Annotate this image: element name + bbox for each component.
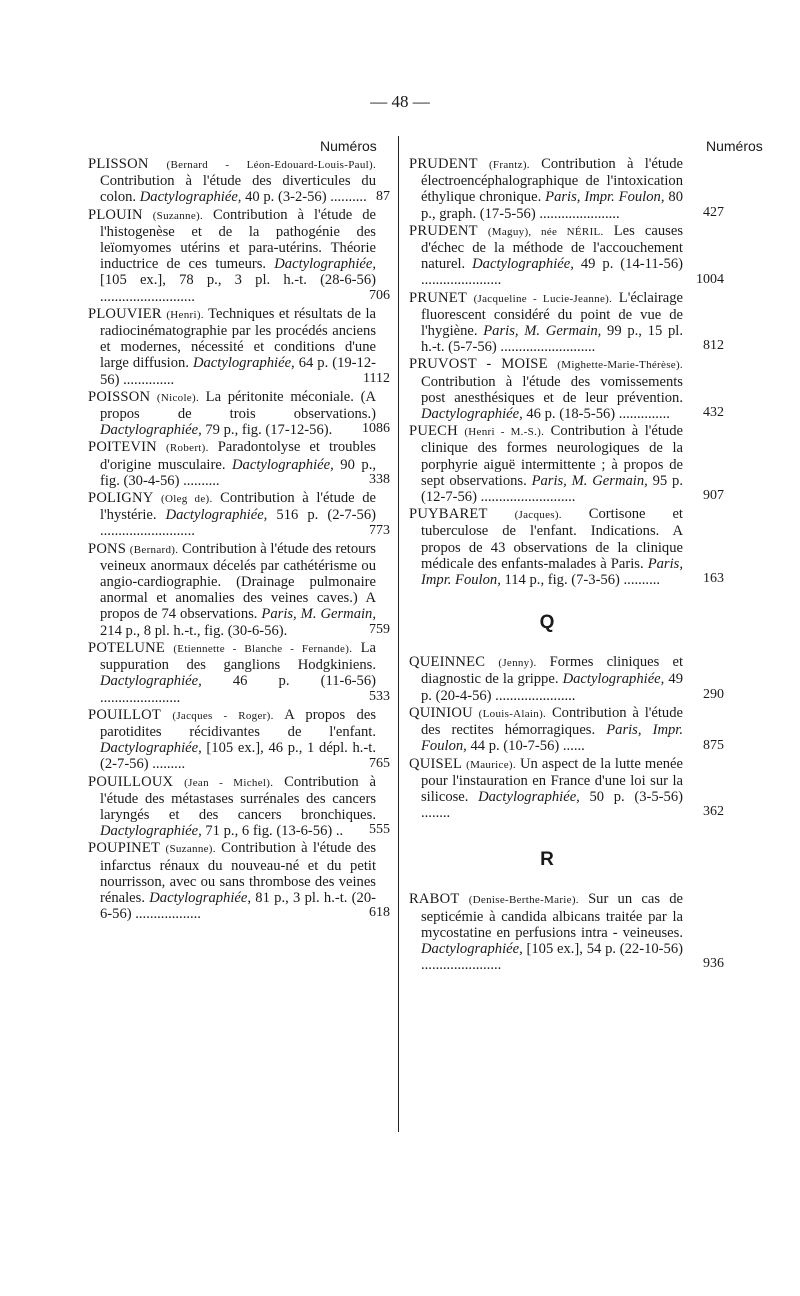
publisher: Dactylographiée, [232, 456, 334, 473]
entry-number: 1004 [696, 271, 724, 287]
author-surname: PUYBARET [409, 506, 488, 523]
thesis-title: Contribution à l'étude de l'histogenèse et de la pathogénie des leïomyomes utérins et para-utérins. Théorie inductrice de ces tumeurs. [100, 206, 376, 273]
publisher: Dactylographiée, [274, 256, 376, 273]
publication-details: 64 p. (19-12-56) .............. [100, 355, 376, 388]
publisher: Dactylographiée, [100, 823, 202, 840]
author-firstnames: (Jean - Michel). [184, 776, 274, 789]
entry-number: 936 [703, 956, 724, 972]
author-surname: PRUDENT [409, 156, 478, 172]
entry-number: 555 [369, 822, 390, 838]
publisher: Dactylographiée, [562, 671, 665, 688]
entry-number: 290 [703, 686, 724, 702]
author-firstnames: (Denise-Berthe-Marie). [468, 894, 579, 907]
author-surname: POUPINET [88, 840, 161, 857]
author-surname: POISSON [88, 388, 151, 405]
entry-number: 427 [703, 204, 724, 220]
author-firstnames: (Etiennette - Blanche - Fernande). [173, 642, 353, 655]
author-surname: RABOT [409, 891, 460, 908]
author-surname: PLISSON [88, 156, 149, 172]
publisher: Paris, M. Germain, [531, 472, 648, 489]
index-entry [409, 704, 724, 755]
index-entry [88, 640, 390, 706]
entry-number: 87 [376, 188, 390, 204]
thesis-title: Techniques et résultats de la radiocinématographie par les procédés anciens et modernes, nécessité et conditions d'une large diffusion. [100, 305, 376, 372]
index-entry [88, 541, 390, 639]
thesis-title: Un aspect de la lutte menée pour l'instauration en France d'une loi sur la silicose. [421, 755, 683, 805]
publication-details: 80 p., graph. (17-5-56) ...................... [421, 189, 683, 222]
author-firstnames: (Bernard - Léon-Edouard-Louis-Paul). [166, 159, 376, 171]
thesis-title: Contribution à l'étude des diverticules du colon. [100, 173, 376, 206]
entry-text [409, 654, 683, 704]
publication-details: [105 ex.], 54 p. (22-10-56) ...................... [421, 940, 683, 974]
page-number: — 48 — [370, 92, 430, 111]
thesis-title: L'éclairage fluorescent considéré du point de vue de l'hygiène. [421, 289, 683, 340]
index-entry [409, 423, 724, 506]
publisher: Dactylographiée, [421, 406, 523, 423]
entry-text [88, 306, 376, 388]
author-surname: PRUNET [409, 289, 467, 306]
left-column [88, 156, 390, 923]
entry-text [409, 223, 683, 289]
thesis-title: Les causes d'échec de la méthode de l'accouchement naturel. [421, 222, 683, 273]
thesis-title: A propos des parotidites récidivantes de l'enfant. [100, 706, 376, 740]
author-surname: QUEINNEC [409, 654, 486, 671]
entry-text [409, 756, 683, 822]
publisher: Paris, Impr. Foulon, [545, 189, 665, 206]
publication-details: 114 p., fig. (7-3-56) .......... [500, 572, 661, 589]
entry-number: 362 [703, 804, 724, 820]
thesis-title: Contribution à l'étude des rectites hémorragiques. [421, 704, 683, 739]
index-entry [409, 755, 724, 822]
publisher: Dactylographiée, [421, 940, 523, 957]
author-firstnames: (Maurice). [466, 758, 516, 771]
index-entry [409, 356, 724, 423]
publisher: Paris, Impr. Foulon, [421, 555, 683, 589]
index-entry [88, 156, 390, 206]
entry-text [88, 640, 376, 706]
publisher: Dactylographiée, [192, 355, 295, 372]
publisher: Paris, Impr. Foulon, [421, 722, 684, 755]
entry-text [88, 207, 376, 305]
author-firstnames: (Jacques - Roger). [172, 709, 274, 722]
thesis-title: Contribution à l'étude des retours veineux anormaux décelés par cathétérisme ou angio-cardiographie. (Drainage pulmonaire anormal et anomalies des veines caves.) A propos de 74 observations. [100, 540, 376, 623]
section-q-entries [409, 654, 724, 822]
thesis-title: Contribution à l'étude clinique des formes neurologiques de la porphyrie aiguë intermittente ; à propos de sept observations. [421, 423, 683, 489]
author-surname: QUISEL [409, 755, 463, 772]
publication-details: 46 p. (11-6-56) ...................... [100, 673, 376, 706]
index-entry [88, 490, 390, 540]
thesis-title: Contribution à l'étude des infarctus rénaux du nouveau-né et du petit nourrisson, avec ou sans thrombose des veines rénales. [100, 840, 376, 906]
author-surname: QUINIOU [409, 704, 473, 721]
entry-text [88, 439, 376, 489]
entry-text [409, 356, 683, 422]
thesis-title: Contribution à l'étude de l'hystérie. [100, 490, 376, 524]
entry-number: 875 [703, 737, 724, 753]
index-entry [88, 840, 390, 922]
entry-text [409, 506, 683, 588]
publisher: Dactylographiée, [478, 788, 580, 805]
publication-details: [105 ex.], 78 p., 3 pl. h.-t. (28-6-56) .......................... [100, 272, 376, 305]
publication-details: 46 p. (18-5-56) .............. [522, 406, 670, 423]
entry-text [409, 705, 683, 755]
publication-details: 71 p., 6 fig. (13-6-56) .. [201, 823, 344, 840]
publisher: Dactylographiée, [100, 740, 202, 757]
thesis-title: Contribution à l'étude des vomissements post anesthésiques et de leur prévention. [421, 373, 683, 406]
author-firstnames: (Mighette-Marie-Thérèse). [557, 359, 683, 372]
author-surname: PRUVOST - MOISE [409, 356, 548, 373]
entry-number: 759 [369, 621, 390, 637]
index-entry [409, 289, 724, 356]
thesis-title: La péritonite méconiale. (A propos de trois observations.) [100, 388, 376, 423]
entry-text [88, 389, 376, 439]
index-entry [88, 306, 390, 388]
publication-details: 79 p., fig. (17-12-56). [201, 422, 333, 439]
author-surname: POUILLOT [88, 706, 161, 723]
publisher: Dactylographiée, [472, 256, 574, 273]
author-surname: POUILLOUX [88, 773, 174, 790]
publication-details: 99 p., 15 pl. h.-t. (5-7-56) .......................... [421, 323, 683, 356]
entry-number: 765 [369, 755, 390, 771]
thesis-title: Contribution à l'étude des métastases surrénales des cancers laryngés et des cancers bronchiques. [100, 773, 376, 823]
author-surname: PRUDENT [409, 222, 478, 239]
author-surname: POLIGNY [88, 490, 154, 507]
author-firstnames: (Nicole). [156, 391, 200, 404]
author-firstnames: (Robert). [165, 442, 209, 455]
column-divider [398, 136, 399, 1132]
entry-number: 338 [369, 472, 390, 488]
entry-text [88, 840, 376, 922]
author-firstnames: (Suzanne). [152, 209, 204, 222]
entry-number: 432 [703, 405, 724, 421]
publication-details: 50 p. (3-5-56) ........ [421, 788, 683, 822]
author-surname: PONS [88, 540, 127, 557]
section-r-entries [409, 891, 724, 974]
publisher: Paris, M. Germain, [483, 323, 602, 340]
right-column-heading: Numéros [706, 138, 763, 154]
publication-details: [105 ex.], 46 p., 1 dépl. h.-t. (2-7-56) ......... [100, 740, 376, 773]
entry-text [88, 541, 376, 639]
section-letter-q: Q [539, 612, 555, 634]
entry-number: 907 [703, 488, 724, 504]
entry-text [88, 774, 376, 840]
index-entry [409, 222, 724, 289]
entry-text [409, 423, 683, 505]
author-surname: PUECH [409, 423, 458, 440]
author-surname: PLOUIN [88, 206, 143, 223]
author-surname: POITEVIN [88, 439, 157, 456]
author-firstnames: (Frantz). [488, 159, 530, 171]
publication-details: 214 p., 8 pl. h.-t., fig. (30-6-56). [100, 622, 288, 639]
index-entry [409, 654, 724, 704]
author-firstnames: (Jacques). [514, 509, 562, 522]
entry-number: 773 [369, 522, 390, 538]
section-letter-r: R [540, 849, 554, 871]
index-entry [409, 506, 724, 589]
left-column-heading: Numéros [320, 138, 377, 154]
author-firstnames: (Maguy), née NÉRIL. [487, 225, 604, 238]
entry-number: 1086 [362, 421, 390, 437]
entry-text [409, 156, 683, 222]
thesis-title: Paradontolyse et troubles d'origine musculaire. [100, 439, 376, 473]
thesis-title: Sur un cas de septicémie à candida albicans traitée par la mycostatine en perfusions intra - veineuses. [421, 891, 684, 941]
publisher: Dactylographiée, [149, 889, 251, 906]
author-firstnames: (Henri - M.-S.). [464, 426, 545, 439]
entry-text [409, 891, 683, 973]
entry-number: 706 [369, 287, 390, 303]
entry-number: 533 [369, 688, 390, 704]
thesis-title: Cortisone et tuberculose de l'enfant. Indications. A propos de 43 observations de la clinique médicale des enfants-malades à Paris. [421, 506, 683, 572]
author-firstnames: (Bernard). [129, 543, 179, 556]
publication-details: 95 p. (12-7-56) .......................... [421, 472, 683, 506]
index-entry [88, 207, 390, 305]
author-surname: POTELUNE [88, 639, 165, 656]
publication-details: 40 p. (3-2-56) .......... [241, 189, 367, 206]
author-firstnames: (Jacqueline - Lucie-Jeanne). [473, 292, 613, 305]
entry-number: 1112 [363, 370, 390, 386]
index-entry [88, 774, 390, 840]
publication-details: 44 p. (10-7-56) ...... [466, 738, 585, 755]
author-firstnames: (Henri). [166, 308, 204, 321]
index-entry [409, 156, 724, 222]
publication-details: 90 p., fig. (30-4-56) .......... [100, 456, 376, 489]
publisher: Paris, M. Germain, [261, 606, 376, 623]
publisher: Dactylographiée, [139, 189, 242, 206]
right-column [409, 156, 724, 974]
publication-details: 49 p. (14-11-56) ...................... [421, 256, 683, 289]
publication-details: 81 p., 3 pl. h.-t. (20-6-56) .................. [100, 889, 377, 923]
index-entry [88, 389, 390, 439]
entry-text [88, 490, 376, 540]
entry-number: 812 [703, 338, 724, 354]
entry-number: 618 [369, 905, 390, 921]
publisher: Dactylographiée, [165, 507, 268, 524]
entry-text [88, 707, 376, 773]
author-surname: PLOUVIER [88, 305, 162, 322]
publisher: Dactylographiée, [100, 422, 202, 439]
publisher: Dactylographiée, [100, 673, 202, 690]
author-firstnames: (Louis-Alain). [478, 707, 547, 720]
section-p-entries [409, 156, 724, 589]
author-firstnames: (Jenny). [498, 657, 537, 670]
thesis-title: La suppuration des ganglions Hodgkiniens. [100, 639, 376, 674]
entry-number: 163 [703, 571, 724, 587]
entry-text [409, 290, 683, 356]
publication-details: 516 p. (2-7-56) .......................... [100, 507, 376, 540]
author-firstnames: (Oleg de). [161, 493, 213, 506]
thesis-title: Formes cliniques et diagnostic de la grippe. [421, 654, 683, 688]
index-entry [88, 707, 390, 773]
thesis-title: Contribution à l'étude électroencéphalographique de l'intoxication éthylique chronique. [421, 156, 683, 206]
index-entry [88, 439, 390, 489]
author-firstnames: (Suzanne). [165, 843, 216, 856]
publication-details: 49 p. (20-4-56) ...................... [421, 671, 683, 704]
index-entry [409, 891, 724, 974]
entry-text [88, 156, 376, 206]
